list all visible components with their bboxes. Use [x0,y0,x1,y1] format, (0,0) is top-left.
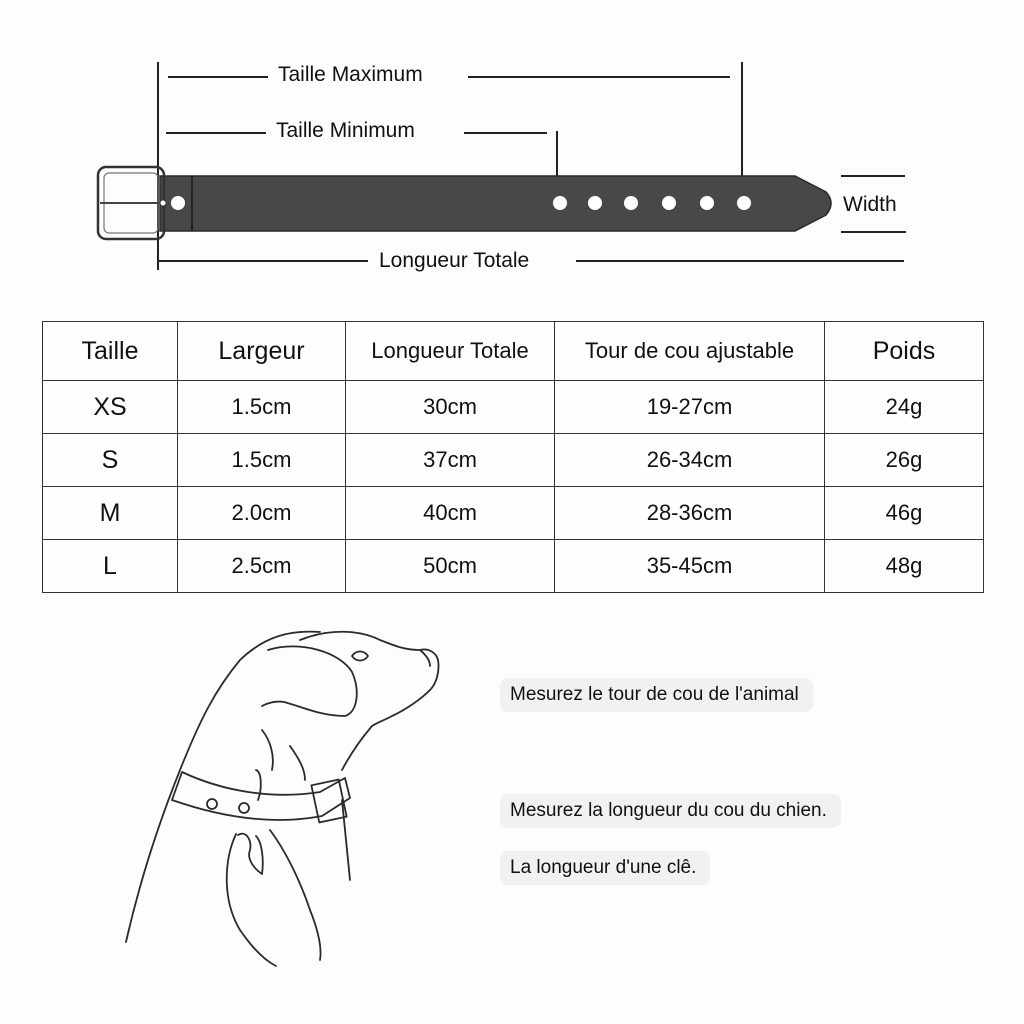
cell-weight: 48g [825,540,984,593]
dog-ear [262,646,357,716]
table-row [43,540,984,593]
cell-total-length: 50cm [346,540,555,593]
collar-buckle [311,780,346,823]
cell-neck-range: 28-36cm [555,487,825,540]
instruction-key-length: La longueur d'une clê. [500,851,710,885]
min-size-label: Taille Minimum [276,119,415,142]
cell-weight: 24g [825,381,984,434]
dog-neck-back-outline [126,632,320,942]
cell-size: S [43,434,178,487]
dog-head-outline [300,632,439,690]
dog-fur-line [262,730,273,770]
collar-strap [160,176,831,231]
cell-total-length: 40cm [346,487,555,540]
dog-chest-outline [342,800,350,880]
cell-width: 1.5cm [178,434,346,487]
cell-width: 1.5cm [178,381,346,434]
cell-width: 2.5cm [178,540,346,593]
dog-fur-line [290,746,305,780]
collar-hole [239,803,249,813]
dog-jaw [372,690,430,726]
header-neck-range: Tour de cou ajustable [555,322,825,381]
table-row [43,487,984,540]
cell-size: M [43,487,178,540]
instruction-neck-circumference: Mesurez le tour de cou de l'animal [500,678,813,712]
cell-size: L [43,540,178,593]
table-row [43,381,984,434]
header-weight: Poids [825,322,984,381]
total-length-label: Longueur Totale [379,249,530,272]
instruction-neck-length: Mesurez la longueur du cou du chien. [500,794,841,828]
table-row [43,434,984,487]
cell-size: XS [43,381,178,434]
adjustment-hole [553,196,567,210]
cell-total-length: 37cm [346,434,555,487]
header-total-length: Longueur Totale [346,322,555,381]
cell-total-length: 30cm [346,381,555,434]
size-table [42,321,984,593]
hand-finger [256,770,261,800]
max-size-label: Taille Maximum [278,63,423,86]
hand-finger [238,834,263,874]
cell-neck-range: 26-34cm [555,434,825,487]
cell-neck-range: 19-27cm [555,381,825,434]
adjustment-hole [737,196,751,210]
dog-throat [342,726,372,770]
adjustment-hole [662,196,676,210]
rivet-hole [171,196,185,210]
buckle-pin [161,201,166,206]
dog-collar [172,772,350,820]
cell-weight: 26g [825,434,984,487]
table-header-row [43,322,984,381]
adjustment-hole [624,196,638,210]
collar-hole [207,799,217,809]
dog-nose [420,650,430,666]
cell-width: 2.0cm [178,487,346,540]
dog-eye [352,652,368,661]
width-label: Width [843,193,897,216]
cell-neck-range: 35-45cm [555,540,825,593]
cell-weight: 46g [825,487,984,540]
header-size: Taille [43,322,178,381]
adjustment-hole [588,196,602,210]
header-width: Largeur [178,322,346,381]
adjustment-hole [700,196,714,210]
hand-wrist-outline [270,830,321,960]
hand-outline [227,834,276,966]
